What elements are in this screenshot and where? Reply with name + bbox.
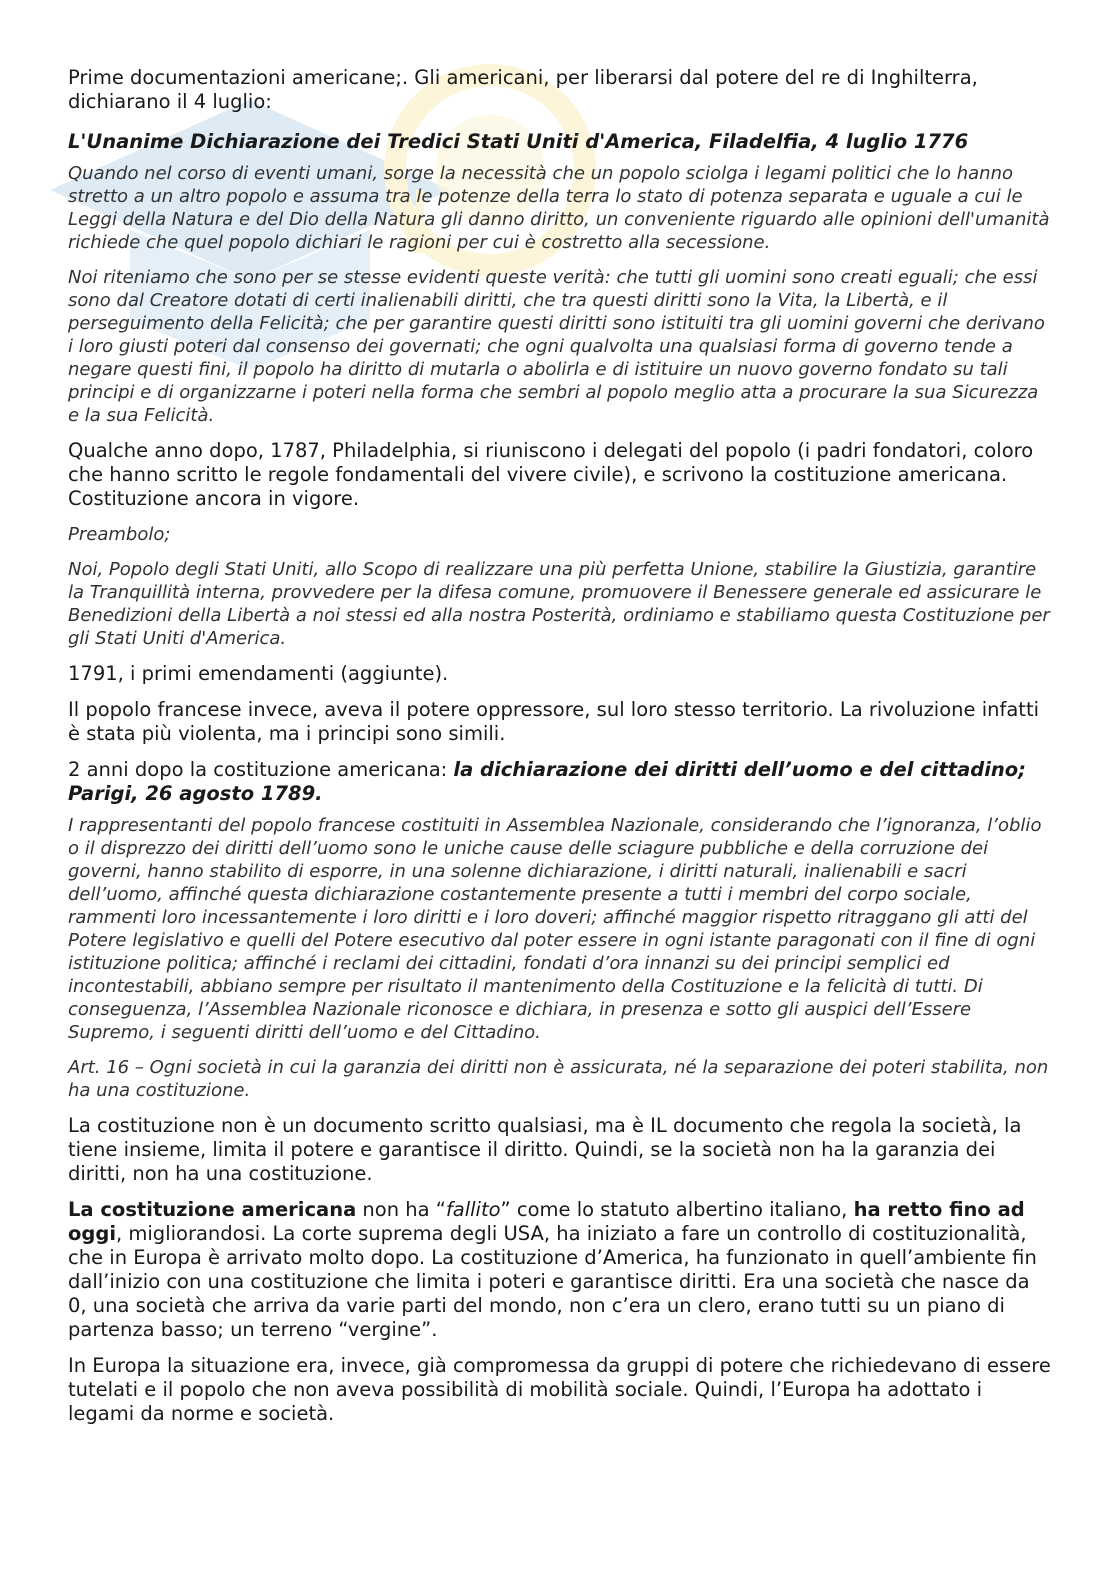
us-declaration-quote-1: Quando nel corso di eventi umani, sorge la necessità che un popolo sciolga i legami politici che lo hanno stretto a un altro popolo e assuma tra le potenze della terra lo stato di potenza separata e uguale a cui le Leggi della Natura e del Dio della Natura gli danno diritto, un conveniente riguardo alle opinioni dell'umanità richiede che quel popolo dichiari le ragioni per cui è costretto alla secessione. (68, 163, 1050, 253)
us-declaration-quote-2: Noi riteniamo che sono per se stesse evidenti queste verità: che tutti gli uomini sono creati eguali; che essi sono dal Creatore dotati di certi inalienabili diritti, che tra questi diritti sono la Vita, la Libertà, e il perseguimento della Felicità; che per garantire questi diritti sono istituiti tra gli uomini governi che derivano i loro giusti poteri dal consenso dei governati; che ogni qualvolta una qualsiasi forma di governo tende a negare questi fini, il popolo ha diritto di mutarla o abolirla e di istituire un nuovo governo fondato su tali principi e di organizzarne i poteri nella forma che sembri al popolo meglio atta a procurare la sua Sicurezza e la sua Felicità. (68, 267, 1045, 426)
france-comparison: Il popolo francese invece, aveva il potere oppressore, sul loro stesso territorio. La rivoluzione infatti è stata più violenta, ma i principi sono simili. (68, 698, 1040, 745)
constitution-intro: Qualche anno dopo, 1787, Philadelphia, si riuniscono i delegati del popolo (i padri fondatori, coloro che hanno scritto le regole fondamentali del vivere civile), e scrivono la costituzione americana. Costituzione ancora in vigore. (68, 439, 1034, 510)
document-page (68, 66, 1053, 1438)
commentary-paragraph-1: La costituzione non è un documento scritto qualsiasi, ma è IL documento che regola la società, la tiene insieme, limita il potere e garantisce il diritto. Quindi, se la società non ha la garanzia dei diritti, non ha una costituzione. (68, 1114, 1022, 1185)
commentary-paragraph-2 (68, 1198, 1053, 1342)
french-declaration-intro (68, 758, 1053, 806)
preamble-label: Preambolo; (68, 524, 171, 545)
intro-paragraph: Prime documentazioni americane;. Gli americani, per liberarsi dal potere del re di Inghilterra, dichiarano il 4 luglio: (68, 66, 978, 113)
commentary-paragraph-3: In Europa la situazione era, invece, già compromessa da gruppi di potere che richiedevano di essere tutelati e il popolo che non aveva possibilità di mobilità sociale. Quindi, l’Europa ha adottato i legami da norme e società. (68, 1354, 1051, 1425)
preamble-text: Noi, Popolo degli Stati Uniti, allo Scopo di realizzare una più perfetta Unione, stabilire la Giustizia, garantire la Tranquillità interna, provvedere per la difesa comune, promuovere il Benessere generale ed assicurare le Benedizioni della Libertà a noi stessi ed alla nostra Posterità, ordiniamo e stabiliamo questa Costituzione per gli Stati Uniti d'America. (68, 559, 1050, 649)
bold-ha-retto: ha retto fino ad oggi (68, 1198, 1025, 1245)
bold-us-constitution: La costituzione americana (68, 1198, 357, 1221)
commentary-text-3: , migliorandosi. La corte suprema degli USA, ha iniziato a fare un controllo di costituzionalità, che in Europa è arrivato molto dopo. La costituzione d’America, ha funzionato in quell’ambiente fin dall’inizio con una costituzione che limita i poteri e garantisce diritti. Era una società che nasce da 0, una società che arriva da varie parti del mondo, non c’era un clero, erano tutti su un piano di partenza basso; un terreno “vergine”. (68, 1222, 1037, 1341)
amendments-paragraph: 1791, i primi emendamenti (aggiunte). (68, 662, 449, 685)
commentary-text-1: non ha “ (356, 1198, 446, 1221)
commentary-text-2: ” come lo statuto albertino italiano, (500, 1198, 854, 1221)
article-16: Art. 16 – Ogni società in cui la garanzia dei diritti non è assicurata, né la separazione dei poteri stabilita, non ha una costituzione. (68, 1057, 1049, 1101)
french-declaration-intro-plain: 2 anni dopo la costituzione americana: (68, 758, 454, 781)
french-declaration-title: la dichiarazione dei diritti dell’uomo e del cittadino; Parigi, 26 agosto 1789. (68, 758, 1026, 805)
italic-fallito: fallito (445, 1198, 501, 1221)
us-declaration-title: L'Unanime Dichiarazione dei Tredici Stati Uniti d'America, Filadelfia, 4 luglio 1776 (68, 130, 969, 153)
french-declaration-quote: I rappresentanti del popolo francese costituiti in Assemblea Nazionale, considerando che l’ignoranza, l’oblio o il disprezzo dei diritti dell’uomo sono le uniche cause delle sciagure pubbliche e della corruzione dei governi, hanno stabilito di esporre, in una solenne dichiarazione, i diritti naturali, inalienabili e sacri dell’uomo, affinché questa dichiarazione costantemente presente a tutti i membri del corpo sociale, rammenti loro incessantemente i loro diritti e i loro doveri; affinché maggior rispetto ritraggano gli atti del Potere legislativo e quelli del Potere esecutivo dal poter essere in ogni istante paragonati con il fine di ogni istituzione politica; affinché i reclami dei cittadini, fondati d’ora innanzi su dei principi semplici ed incontestabili, abbiano sempre per risultato il mantenimento della Costituzione e la felicità di tutti. Di conseguenza, l’Assemblea Nazionale riconosce e dichiara, in presenza e sotto gli auspici dell’Essere Supremo, i seguenti diritti dell’uomo e del Cittadino. (68, 815, 1042, 1043)
